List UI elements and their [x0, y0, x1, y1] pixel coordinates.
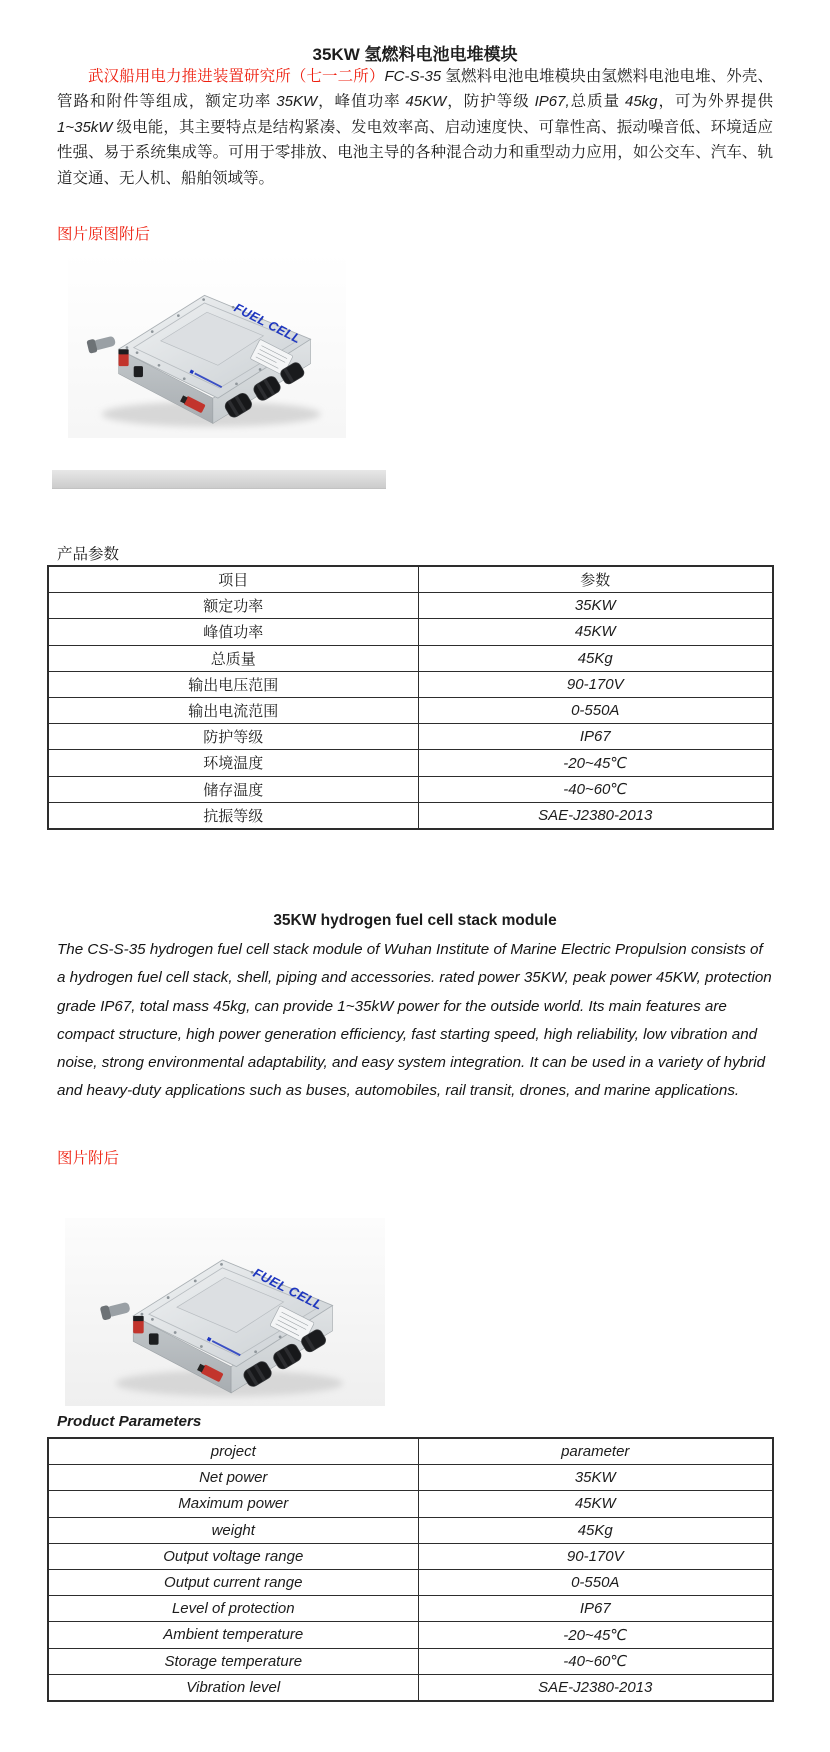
table-row: Vibration level SAE-J2380-2013	[48, 1674, 773, 1701]
header-param: 参数	[418, 566, 773, 593]
table-row: 额定功率 35KW	[48, 593, 773, 619]
product-photo-2	[65, 1218, 385, 1406]
table-row: Output voltage range 90-170V	[48, 1543, 773, 1569]
model-code: FC-S-35	[384, 68, 446, 85]
product-photo-1	[52, 253, 386, 489]
spec-table-zh	[47, 565, 774, 830]
figure-note-zh: 图片原图附后	[57, 226, 151, 243]
page-title-en: 35KW hydrogen fuel cell stack module	[273, 911, 557, 929]
header-parameter: parameter	[418, 1438, 773, 1465]
page-title-zh: 35KW 氢燃料电池电堆模块	[312, 45, 518, 65]
intro-paragraph-zh: 武汉船用电力推进装置研究所（七一二所）FC-S-35 氢燃料电池电堆模块由氢燃料电池电堆、外壳、管路和附件等组成，额定功率 35KW，峰值功率 45KW，防护等级 IP67,总质量 45kg，可为外界提供 1~35kW 级电能，其主要特点是结构紧凑、发电效率高、启动速度快、可靠性高、振动噪音低、环境适应性强、易于系统集成等。可用于零排放、电池主导的各种混合动力和重型动力应用，如公交车、汽车、轨道交通、无人机、船舶领域等。	[57, 68, 773, 187]
table-row: Maximum power 45KW	[48, 1491, 773, 1517]
header-item: 项目	[48, 566, 418, 593]
table-row: 防护等级 IP67	[48, 724, 773, 750]
product-render	[68, 253, 346, 438]
figure-note-en: 图片附后	[57, 1150, 120, 1167]
table-row: 储存温度 -40~60℃	[48, 776, 773, 802]
photo-shadow-band	[52, 470, 386, 489]
header-project: project	[48, 1438, 418, 1465]
table-row: 抗振等级 SAE-J2380-2013	[48, 802, 773, 829]
table-row: Ambient temperature -20~45℃	[48, 1622, 773, 1648]
table-row: Net power 35KW	[48, 1465, 773, 1491]
spec-table-en	[47, 1437, 774, 1702]
table-label-zh: 产品参数	[57, 546, 120, 563]
table-row: 峰值功率 45KW	[48, 619, 773, 645]
table-row: 总质量 45Kg	[48, 645, 773, 671]
table-row: 输出电流范围 0-550A	[48, 697, 773, 723]
org-name-red: 武汉船用电力推进装置研究所（七一二所）	[88, 68, 385, 85]
intro-paragraph-en: The CS-S-35 hydrogen fuel cell stack module of Wuhan Institute of Marine Electric Propulsion consists of a hydrogen fuel cell stack, shell, piping and accessories. rated power 35KW, peak power 45KW, protection grade IP67, total mass 45kg, can provide 1~35kW power for the outside world. Its main features are compact structure, high power generation efficiency, fast starting speed, high reliability, low vibration and noise, strong environmental adaptability, and easy system integration. It can be used in a variety of hybrid and heavy-duty applications such as buses, automobiles, rail transit, drones, and marine applications.	[57, 941, 772, 1100]
table-header-row	[48, 566, 773, 593]
table-label-en: Product Parameters	[57, 1413, 202, 1430]
table-row: weight 45Kg	[48, 1517, 773, 1543]
table-row: Storage temperature -40~60℃	[48, 1648, 773, 1674]
table-row: 环境温度 -20~45℃	[48, 750, 773, 776]
table-header-row	[48, 1438, 773, 1465]
table-row: Level of protection IP67	[48, 1596, 773, 1622]
table-row: Output current range 0-550A	[48, 1569, 773, 1595]
table-row: 输出电压范围 90-170V	[48, 671, 773, 697]
